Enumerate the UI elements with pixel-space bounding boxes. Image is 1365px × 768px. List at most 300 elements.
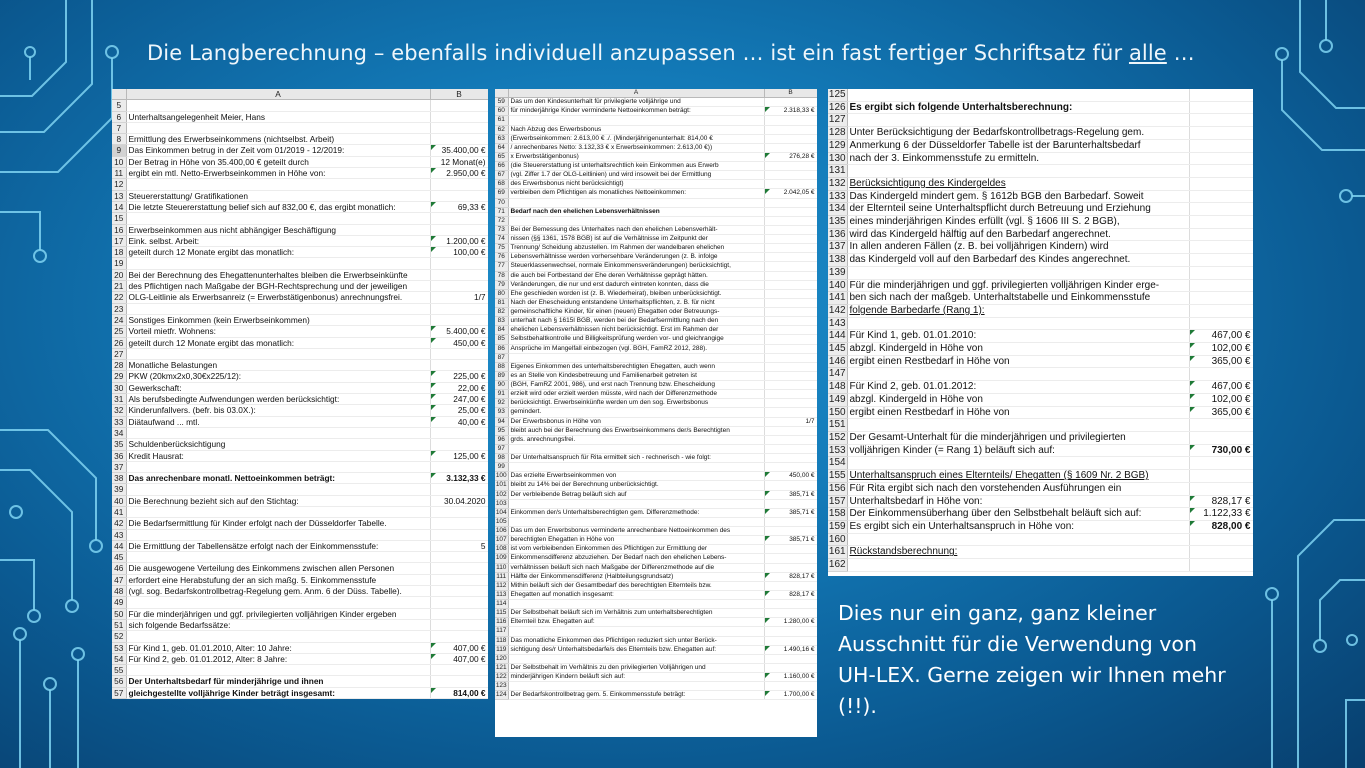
row-number[interactable]: 37 — [112, 461, 126, 472]
cell-value[interactable]: 3.132,33 € — [430, 473, 488, 484]
row-number[interactable]: 5 — [112, 100, 126, 111]
row-number[interactable]: 135 — [828, 216, 846, 228]
row-number[interactable]: 95 — [495, 426, 508, 435]
row-number[interactable]: 15 — [112, 213, 126, 224]
row-number[interactable]: 150 — [828, 406, 846, 418]
cell-text[interactable]: es an Stelle von Kindesbetreuung und Familienarbeit getreten ist — [508, 371, 764, 380]
cell-value[interactable] — [764, 362, 817, 371]
cell-text[interactable]: bleibt zu 14% bei der Berechnung unberücksichtigt. — [508, 481, 764, 490]
row-number[interactable]: 117 — [496, 627, 507, 635]
cell-text[interactable]: abzgl. Kindergeld in Höhe von — [847, 393, 1189, 406]
row-number[interactable]: 36 — [112, 450, 126, 461]
cell-value[interactable] — [430, 224, 488, 235]
cell-value[interactable] — [430, 122, 488, 133]
cell-text[interactable]: folgende Barbedarfe (Rang 1): — [847, 304, 1189, 317]
row-number[interactable]: 123 — [495, 682, 507, 690]
row-number[interactable]: 149 — [828, 393, 846, 405]
cell-value[interactable] — [430, 427, 488, 438]
cell-value[interactable]: 12 Monat(e) — [430, 156, 488, 167]
cell-text[interactable]: Ehe geschieden worden ist (z. B. Wiederheirat), bleiben unberücksichtigt. — [508, 289, 764, 298]
cell-value[interactable] — [1189, 431, 1253, 444]
row-number[interactable]: 139 — [828, 266, 846, 278]
cell-text[interactable] — [126, 665, 430, 676]
cell-text[interactable] — [508, 682, 764, 691]
cell-text[interactable]: Für Kind 1, geb. 01.01.2010: — [847, 330, 1189, 343]
cell-value[interactable] — [764, 636, 817, 645]
cell-text[interactable]: Lebensverhältnisse werden vorhersehbare Veränderungen (z. B. infolge — [508, 253, 764, 262]
cell-value[interactable]: 5 — [430, 540, 488, 551]
cell-value[interactable] — [430, 597, 488, 608]
cell-text[interactable] — [126, 179, 430, 190]
cell-value[interactable] — [764, 171, 817, 180]
cell-value[interactable] — [430, 506, 488, 517]
row-number[interactable]: 10 — [112, 156, 126, 167]
row-number[interactable]: 82 — [495, 308, 508, 317]
cell-text[interactable]: des Erwerbsbonus nicht berücksichtigt) — [508, 180, 764, 189]
cell-value[interactable] — [764, 663, 817, 672]
row-number[interactable]: 146 — [828, 355, 846, 367]
row-number[interactable]: 20 — [112, 269, 126, 280]
cell-text[interactable]: Trennung/ Scheidung abzustellen. Im Rahmen der wandelbaren ehelichen — [508, 244, 764, 253]
row-number[interactable]: 75 — [495, 244, 508, 253]
cell-text[interactable]: die auch bei Fortbestand der Ehe deren Verhältnisse geprägt hätten. — [508, 271, 764, 280]
cell-value[interactable]: 102,00 € — [1189, 343, 1253, 356]
cell-text[interactable]: des Pflichtigen nach Maßgabe der BGH-Rechtsprechung und der jeweiligen — [126, 281, 430, 292]
row-number[interactable]: 148 — [828, 381, 846, 393]
cell-text[interactable]: Das um den Erwerbsbonus verminderte anrechenbare Nettoeinkommen des — [508, 527, 764, 536]
cell-text[interactable]: In allen anderen Fällen (z. B. bei volljährigen Kindern) wird — [847, 241, 1189, 254]
row-number[interactable]: 104 — [495, 508, 507, 516]
row-number[interactable]: 102 — [495, 490, 507, 498]
cell-text[interactable] — [847, 533, 1189, 546]
cell-value[interactable] — [1189, 292, 1253, 305]
cell-value[interactable] — [1189, 127, 1253, 140]
cell-text[interactable]: (BGH, FamRZ 2001, 986), und erst nach Trennung bzw. Ehescheidung — [508, 381, 764, 390]
cell-text[interactable]: Der Selbstbehalt beläuft sich im Verhältnis zum unterhaltsberechtigten — [508, 609, 764, 618]
cell-value[interactable] — [430, 100, 488, 111]
cell-value[interactable] — [1189, 241, 1253, 254]
cell-value[interactable]: 2.042,05 € — [764, 189, 817, 198]
cell-value[interactable] — [1189, 216, 1253, 229]
row-number[interactable]: 129 — [828, 139, 846, 151]
cell-value[interactable] — [764, 399, 817, 408]
cell-value[interactable] — [764, 435, 817, 444]
cell-text[interactable]: nissen (§§ 1361, 1578 BGB) ist auf die Verhältnisse im Zeitpunkt der — [508, 235, 764, 244]
cell-text[interactable]: Anmerkung 6 der Düsseldorfer Tabelle ist der Barunterhaltsbedarf — [847, 139, 1189, 152]
cell-value[interactable] — [430, 529, 488, 540]
row-number[interactable]: 110 — [496, 563, 507, 571]
cell-value[interactable] — [430, 439, 488, 450]
cell-text[interactable]: Berücksichtigung des Kindergeldes — [847, 177, 1189, 190]
cell-text[interactable]: minderjährigen Kindern beläuft sich auf: — [508, 673, 764, 682]
row-number[interactable]: 132 — [828, 177, 846, 189]
cell-value[interactable] — [764, 326, 817, 335]
cell-value[interactable]: 1.700,00 € — [764, 691, 817, 700]
cell-text[interactable] — [847, 559, 1189, 572]
cell-text[interactable] — [126, 506, 430, 517]
cell-text[interactable]: berechtigten Ehegatten in Höhe von — [508, 536, 764, 545]
cell-value[interactable] — [430, 348, 488, 359]
cell-text[interactable]: unterhalt nach § 1615l BGB, werden bei der Bedarfsermittlung nach den — [508, 317, 764, 326]
cell-text[interactable]: Ansprüche im Mangelfall einbezogen (vgl. BGH, FamRZ 2012, 288). — [508, 344, 764, 353]
cell-value[interactable] — [1189, 419, 1253, 432]
row-number[interactable]: 48 — [112, 586, 126, 597]
row-number[interactable]: 45 — [112, 552, 126, 563]
row-number[interactable]: 158 — [828, 508, 846, 520]
cell-value[interactable]: 5.400,00 € — [430, 326, 488, 337]
cell-value[interactable] — [764, 244, 817, 253]
cell-text[interactable]: Der Erwerbsbonus in Höhe von — [508, 417, 764, 426]
row-number[interactable]: 84 — [495, 326, 508, 335]
row-number[interactable]: 101 — [495, 481, 507, 489]
cell-value[interactable]: 730,00 € — [1189, 444, 1253, 457]
cell-value[interactable] — [764, 609, 817, 618]
row-number[interactable]: 124 — [495, 691, 507, 699]
cell-text[interactable]: verhältnissen beläuft sich nach Maßgabe der Differenzmethode auf die — [508, 563, 764, 572]
cell-value[interactable] — [764, 517, 817, 526]
row-number[interactable]: 155 — [828, 470, 846, 482]
row-number[interactable]: 35 — [112, 439, 126, 450]
row-number[interactable]: 92 — [495, 399, 508, 408]
cell-text[interactable] — [126, 122, 430, 133]
row-number[interactable]: 29 — [112, 371, 126, 382]
cell-text[interactable]: Unter Berücksichtigung der Bedarfskontrollbetrags-Regelung gem. — [847, 127, 1189, 140]
cell-value[interactable] — [764, 116, 817, 125]
cell-text[interactable]: Der Bedarfskontrollbetrag gem. 5. Einkommensstufe beträgt: — [508, 691, 764, 700]
row-number[interactable]: 153 — [828, 444, 846, 456]
cell-text[interactable]: Bedarf nach den ehelichen Lebensverhältnissen — [508, 207, 764, 216]
cell-text[interactable]: ehelichen Lebensverhältnissen nicht berücksichtigt. Erst im Rahmen der — [508, 326, 764, 335]
row-number[interactable]: 126 — [828, 101, 846, 113]
cell-text[interactable] — [847, 457, 1189, 470]
row-number[interactable]: 73 — [495, 225, 508, 234]
column-header-b[interactable]: B — [430, 89, 488, 100]
row-number[interactable]: 133 — [828, 190, 846, 202]
row-number[interactable]: 62 — [495, 125, 508, 134]
cell-text[interactable] — [126, 100, 430, 111]
cell-value[interactable] — [764, 180, 817, 189]
cell-text[interactable]: Hälfte der Einkommensdifferenz (Halbteilungsgrundsatz) — [508, 572, 764, 581]
cell-value[interactable]: 828,17 € — [764, 572, 817, 581]
cell-value[interactable]: 1.280,00 € — [764, 618, 817, 627]
cell-text[interactable] — [847, 317, 1189, 330]
cell-text[interactable]: Kredit Hausrat: — [126, 450, 430, 461]
cell-value[interactable]: 1.200,00 € — [430, 235, 488, 246]
cell-value[interactable] — [764, 499, 817, 508]
cell-text[interactable] — [126, 631, 430, 642]
row-number[interactable]: 21 — [112, 281, 126, 292]
cell-text[interactable]: verbleiben dem Pflichtigen als monatliches Nettoeinkommen: — [508, 189, 764, 198]
row-number[interactable]: 116 — [496, 618, 507, 626]
row-number[interactable]: 67 — [495, 171, 508, 180]
cell-value[interactable] — [430, 213, 488, 224]
cell-value[interactable] — [764, 207, 817, 216]
cell-text[interactable] — [126, 427, 430, 438]
cell-text[interactable] — [126, 258, 430, 269]
cell-value[interactable]: 828,17 € — [764, 590, 817, 599]
row-number[interactable]: 8 — [112, 134, 126, 145]
cell-value[interactable]: 25,00 € — [430, 405, 488, 416]
cell-value[interactable] — [764, 280, 817, 289]
row-number[interactable]: 151 — [828, 419, 846, 431]
row-number[interactable]: 18 — [112, 247, 126, 258]
cell-value[interactable] — [430, 586, 488, 597]
row-number[interactable]: 137 — [828, 241, 846, 253]
cell-text[interactable]: geteilt durch 12 Monate ergibt das monatlich: — [126, 337, 430, 348]
cell-value[interactable] — [1189, 139, 1253, 152]
cell-value[interactable] — [764, 353, 817, 362]
row-number[interactable]: 128 — [828, 127, 846, 139]
cell-text[interactable]: Das Kindergeld mindert gem. § 1612b BGB den Barbedarf. Soweit — [847, 190, 1189, 203]
row-number[interactable]: 43 — [112, 529, 126, 540]
cell-text[interactable]: berücksichtigt. Erwerbseinkünfte werden um den sog. Erwerbsbonus — [508, 399, 764, 408]
cell-text[interactable] — [508, 463, 764, 472]
cell-value[interactable] — [764, 335, 817, 344]
row-number[interactable]: 96 — [495, 435, 508, 444]
cell-text[interactable] — [508, 116, 764, 125]
cell-value[interactable] — [764, 563, 817, 572]
cell-text[interactable]: ist vom verbleibenden Einkommen des Pflichtigen zur Ermittlung der — [508, 545, 764, 554]
cell-text[interactable]: Mithin beläuft sich der Gesamtbedarf des berechtigten Elternteils bzw. — [508, 581, 764, 590]
cell-value[interactable]: 125,00 € — [430, 450, 488, 461]
row-number[interactable]: 9 — [112, 145, 126, 156]
row-number[interactable]: 160 — [828, 533, 846, 545]
row-number[interactable]: 31 — [112, 394, 126, 405]
cell-text[interactable]: ergibt einen Restbedarf in Höhe von — [847, 355, 1189, 368]
cell-text[interactable]: Einkommensdifferenz abzuziehen. Der Bedarf nach den ehelichen Lebens- — [508, 554, 764, 563]
cell-value[interactable]: 385,71 € — [764, 536, 817, 545]
cell-text[interactable]: volljährigen Kinder (= Rang 1) beläuft sich auf: — [847, 444, 1189, 457]
row-number[interactable]: 115 — [496, 609, 507, 617]
cell-value[interactable] — [1189, 368, 1253, 381]
cell-text[interactable]: Elternteil bzw. Ehegatten auf: — [508, 618, 764, 627]
cell-value[interactable]: 30.04.2020 — [430, 495, 488, 506]
cell-text[interactable]: ben sich nach der maßgeb. Unterhaltstabelle und Einkommensstufe — [847, 292, 1189, 305]
row-number[interactable]: 7 — [112, 122, 126, 133]
cell-text[interactable]: ergibt einen Restbedarf in Höhe von — [847, 406, 1189, 419]
cell-value[interactable] — [764, 545, 817, 554]
cell-text[interactable]: Das anrechenbare monatl. Nettoeinkommen beträgt: — [126, 473, 430, 484]
cell-value[interactable] — [430, 134, 488, 145]
cell-text[interactable]: x Erwerbstätigenbonus) — [508, 152, 764, 161]
cell-value[interactable]: 2.950,00 € — [430, 168, 488, 179]
cell-text[interactable]: Der Einkommensüberhang über den Selbstbehalt beläuft sich auf: — [847, 508, 1189, 521]
row-number[interactable]: 93 — [495, 408, 508, 417]
cell-value[interactable]: 1/7 — [764, 417, 817, 426]
cell-value[interactable] — [764, 308, 817, 317]
cell-value[interactable]: 385,71 € — [764, 490, 817, 499]
row-number[interactable]: 53 — [112, 642, 126, 653]
row-number[interactable]: 61 — [495, 116, 508, 125]
cell-text[interactable]: Der Selbstbehalt im Verhältnis zu den privilegierten Volljährigen und — [508, 663, 764, 672]
row-number[interactable]: 120 — [495, 654, 507, 662]
cell-text[interactable] — [126, 303, 430, 314]
cell-text[interactable] — [508, 198, 764, 207]
row-number[interactable]: 80 — [495, 289, 508, 298]
cell-value[interactable] — [764, 371, 817, 380]
cell-value[interactable] — [764, 381, 817, 390]
cell-value[interactable] — [764, 390, 817, 399]
row-number[interactable]: 130 — [828, 152, 846, 164]
cell-value[interactable] — [430, 179, 488, 190]
cell-value[interactable] — [1189, 228, 1253, 241]
cell-value[interactable] — [764, 143, 817, 152]
row-number[interactable]: 71 — [495, 207, 508, 216]
cell-text[interactable]: Nach Abzug des Erwerbsbonus — [508, 125, 764, 134]
cell-text[interactable]: ergibt ein mtl. Netto-Erwerbseinkommen in Höhe von: — [126, 168, 430, 179]
cell-value[interactable] — [430, 281, 488, 292]
cell-value[interactable]: 365,00 € — [1189, 355, 1253, 368]
cell-text[interactable]: eines minderjährigen Kindes erfüllt (vgl. § 1606 III S. 2 BGB), — [847, 216, 1189, 229]
row-number[interactable]: 66 — [495, 162, 508, 171]
cell-text[interactable]: Für Kind 2, geb. 01.01.2012: — [847, 381, 1189, 394]
row-number[interactable]: 103 — [495, 499, 507, 507]
row-number[interactable]: 78 — [495, 271, 508, 280]
cell-text[interactable]: Das Einkommen betrug in der Zeit vom 01/2019 - 12/2019: — [126, 145, 430, 156]
row-number[interactable]: 136 — [828, 228, 846, 240]
cell-value[interactable] — [1189, 457, 1253, 470]
cell-text[interactable]: Für die minderjährigen und ggf. privilegierten volljährigen Kinder ergeben — [126, 608, 430, 619]
cell-value[interactable] — [764, 289, 817, 298]
row-number[interactable]: 49 — [112, 597, 126, 608]
cell-value[interactable] — [1189, 279, 1253, 292]
row-number[interactable]: 91 — [495, 390, 508, 399]
cell-text[interactable]: Die Ermittlung der Tabellensätze erfolgt nach der Einkommensstufe: — [126, 540, 430, 551]
cell-value[interactable] — [764, 444, 817, 453]
cell-text[interactable]: (Erwerbseinkommen: 2.613,00 € ./. (Minderjährigenunterhalt: 814,00 € — [508, 134, 764, 143]
row-number[interactable]: 99 — [495, 463, 508, 472]
row-number[interactable]: 114 — [496, 600, 507, 607]
cell-value[interactable] — [1189, 190, 1253, 203]
cell-text[interactable]: Die Bedarfsermittlung für Kinder erfolgt nach der Düsseldorfer Tabelle. — [126, 518, 430, 529]
row-number[interactable]: 144 — [828, 330, 846, 342]
cell-text[interactable]: grds. anrechnungsfrei. — [508, 435, 764, 444]
cell-value[interactable]: 467,00 € — [1189, 381, 1253, 394]
cell-text[interactable] — [126, 348, 430, 359]
cell-text[interactable]: Für Kind 2, geb. 01.01.2012, Alter: 8 Jahre: — [126, 653, 430, 664]
cell-text[interactable] — [508, 353, 764, 362]
cell-text[interactable]: PKW (20kmx2x0,30€x225/12): — [126, 371, 430, 382]
cell-value[interactable] — [430, 518, 488, 529]
row-number[interactable]: 23 — [112, 303, 126, 314]
cell-text[interactable]: gemindert. — [508, 408, 764, 417]
cell-text[interactable]: Vorteil mietfr. Wohnens: — [126, 326, 430, 337]
cell-value[interactable] — [764, 527, 817, 536]
cell-text[interactable]: gemeinschaftliche Kinder, für einen (neuen) Ehegatten oder Betreuungs- — [508, 308, 764, 317]
row-number[interactable]: 162 — [828, 559, 846, 571]
row-number[interactable]: 125 — [828, 89, 846, 100]
cell-text[interactable]: bleibt auch bei der Berechnung des Erwerbseinkommens der/s Berechtigten — [508, 426, 764, 435]
cell-value[interactable]: 1.122,33 € — [1189, 508, 1253, 521]
row-number[interactable]: 59 — [495, 98, 508, 107]
cell-text[interactable]: Für die minderjährigen und ggf. privilegierten volljährigen Kinder erge- — [847, 279, 1189, 292]
cell-text[interactable]: Unterhaltsangelegenheit Meier, Hans — [126, 111, 430, 122]
cell-value[interactable]: 450,00 € — [764, 472, 817, 481]
cell-value[interactable] — [1189, 304, 1253, 317]
cell-value[interactable] — [764, 463, 817, 472]
column-header-a[interactable]: A — [126, 89, 430, 100]
row-number[interactable]: 79 — [495, 280, 508, 289]
row-number[interactable]: 145 — [828, 343, 846, 355]
row-number[interactable]: 112 — [496, 581, 507, 589]
cell-text[interactable]: Für Kind 1, geb. 01.01.2010, Alter: 10 Jahre: — [126, 642, 430, 653]
row-number[interactable]: 121 — [495, 663, 507, 671]
cell-value[interactable]: 1.160,00 € — [764, 673, 817, 682]
row-number[interactable]: 108 — [495, 545, 507, 553]
cell-value[interactable]: 828,00 € — [1189, 520, 1253, 533]
row-number[interactable]: 54 — [112, 653, 126, 664]
row-number[interactable]: 107 — [495, 536, 507, 544]
row-number[interactable]: 50 — [112, 608, 126, 619]
cell-value[interactable] — [1189, 152, 1253, 165]
cell-value[interactable] — [764, 225, 817, 234]
cell-text[interactable] — [847, 266, 1189, 279]
cell-value[interactable]: 40,00 € — [430, 416, 488, 427]
column-header-b[interactable]: B — [764, 89, 817, 98]
cell-text[interactable]: Steuerklassenwechsel, normale Einkommensveränderungen) berücksichtigt, — [508, 262, 764, 271]
row-number[interactable]: 81 — [495, 298, 508, 307]
cell-value[interactable] — [1189, 559, 1253, 572]
row-number[interactable]: 134 — [828, 203, 846, 215]
cell-value[interactable] — [1189, 317, 1253, 330]
cell-value[interactable] — [764, 262, 817, 271]
cell-value[interactable] — [430, 314, 488, 325]
cell-text[interactable]: Nach der Ehescheidung entstandene Unterhaltspflichten, z. B. für nicht — [508, 298, 764, 307]
row-number[interactable]: 88 — [495, 362, 508, 371]
cell-text[interactable]: Kinderunfallvers. (befr. bis 03.0X.): — [126, 405, 430, 416]
cell-value[interactable]: 1/7 — [430, 292, 488, 303]
cell-value[interactable] — [1189, 114, 1253, 127]
row-number[interactable]: 27 — [112, 348, 126, 359]
cell-value[interactable] — [764, 554, 817, 563]
row-number[interactable]: 85 — [495, 335, 508, 344]
cell-value[interactable] — [1189, 470, 1253, 483]
row-number[interactable]: 52 — [112, 631, 126, 642]
row-number[interactable]: 122 — [495, 673, 507, 680]
row-number[interactable]: 98 — [495, 454, 508, 463]
cell-value[interactable]: 100,00 € — [430, 247, 488, 258]
row-number[interactable]: 60 — [495, 107, 508, 116]
cell-text[interactable]: für minderjährige Kinder verminderte Nettoeinkommen beträgt: — [508, 107, 764, 116]
row-number[interactable]: 33 — [112, 416, 126, 427]
cell-value[interactable] — [430, 258, 488, 269]
row-number[interactable]: 55 — [112, 665, 126, 676]
row-number[interactable]: 94 — [495, 417, 508, 426]
cell-text[interactable]: Unterhaltsanspruch eines Elternteils/ Ehegatten (§ 1609 Nr. 2 BGB) — [847, 470, 1189, 483]
cell-text[interactable] — [126, 597, 430, 608]
cell-value[interactable]: 225,00 € — [430, 371, 488, 382]
cell-text[interactable] — [126, 529, 430, 540]
cell-text[interactable]: (vgl. Ziffer 1.7 der OLG-Leitlinien) und wird insoweit bei der Ermittlung — [508, 171, 764, 180]
cell-text[interactable]: nach der 3. Einkommensstufe zu ermitteln. — [847, 152, 1189, 165]
cell-text[interactable]: wird das Kindergeld hälftig auf den Barbedarf angerechnet. — [847, 228, 1189, 241]
cell-text[interactable]: Eink. selbst. Arbeit: — [126, 235, 430, 246]
row-number[interactable]: 97 — [495, 444, 508, 453]
cell-value[interactable]: 814,00 € — [430, 687, 488, 698]
row-number[interactable]: 69 — [495, 189, 508, 198]
row-number[interactable]: 157 — [828, 495, 846, 507]
row-number[interactable]: 51 — [112, 619, 126, 630]
row-number[interactable]: 89 — [495, 371, 508, 380]
cell-text[interactable]: Die Berechnung bezieht sich auf den Stichtag: — [126, 495, 430, 506]
row-number[interactable]: 6 — [112, 111, 126, 122]
cell-value[interactable] — [764, 581, 817, 590]
row-number[interactable]: 13 — [112, 190, 126, 201]
cell-value[interactable] — [764, 344, 817, 353]
row-number[interactable]: 63 — [495, 134, 508, 143]
row-number[interactable]: 142 — [828, 304, 846, 316]
row-number[interactable]: 159 — [828, 520, 846, 532]
